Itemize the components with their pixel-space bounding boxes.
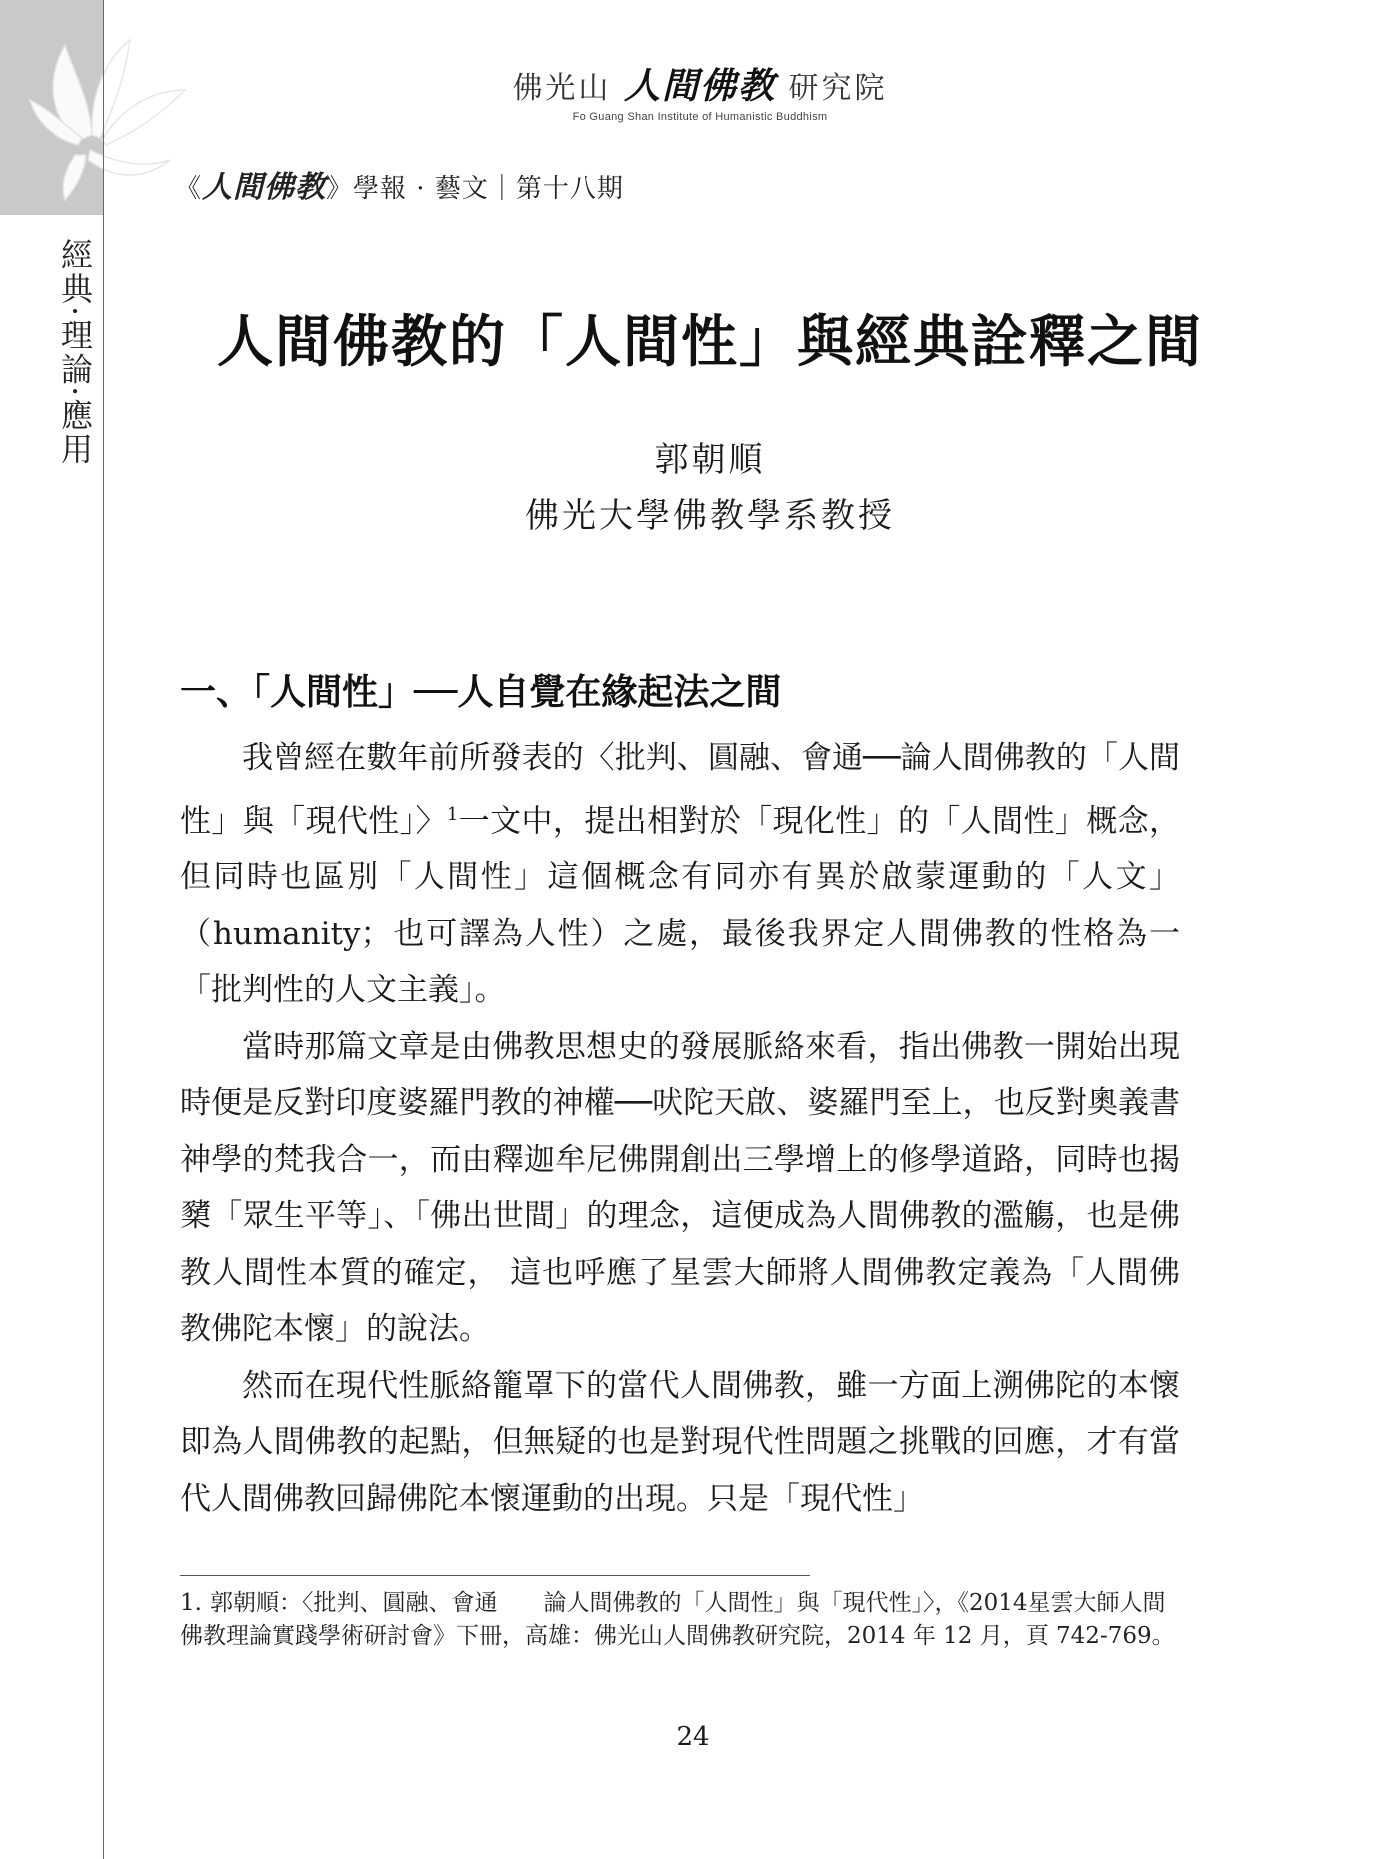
brand-calligraphy: 人間佛教 [623, 65, 776, 107]
footnote-ref[interactable]: 1 [446, 803, 459, 825]
paragraph: 當時那篇文章是由佛教思想史的發展脈絡來看，指出佛教一開始出現時便是反對印度婆羅門教的神權──吠陀天啟、婆羅門至上，也反對奧義書神學的梵我合一，而由釋迦牟尼佛開創出三學增上的修學道路，同時也揭櫫「眾生平等」、「佛出世間」的理念，這便成為人間佛教的濫觴，也是佛教人間性本質的確定， 這也呼應了星雲大師將人間佛教定義為「人間佛教佛陀本懷」的說法。 [180, 1028, 1180, 1348]
journal-running-head [175, 162, 624, 206]
article-title: 人間佛教的「人間性」與經典詮釋之間 [217, 309, 1203, 375]
footnote-text: 郭朝順：〈批判、圓融、會通 論人間佛教的「人間性」與「現代性」〉，《2014星雲大師人間佛教理論實踐學術研討會》下冊，高雄：佛光山人間佛教研究院，2014 年 12 月，頁 742-769。 [180, 1590, 1175, 1649]
footnote-divider [180, 1575, 810, 1576]
brand-prefix: 佛光山 [512, 71, 612, 106]
page-number: 24 [676, 1722, 710, 1752]
article-author: 郭朝順 [654, 440, 766, 480]
lotus-icon [20, 20, 203, 205]
journal-issue: 學報 · 藝文｜第十八期 [353, 174, 624, 204]
author-affiliation: 佛光大學佛教學系教授 [525, 496, 895, 536]
paragraph-text: 我曾經在數年前所發表的〈批判、圓融、會通──論人間佛教的「人間性」與「現代性」〉 [180, 740, 1180, 839]
footnote [180, 1587, 1180, 1653]
section-side-label: 經典·理論·應用 [56, 238, 94, 467]
paragraph [180, 730, 1180, 1019]
journal-calligraphy: 人間佛教 [202, 170, 327, 205]
margin-rule [103, 0, 104, 1859]
journal-close-bracket: 》 [326, 174, 354, 204]
journal-open-bracket: 《 [175, 174, 203, 204]
institute-english-name: Fo Guang Shan Institute of Humanistic Buddhism [572, 111, 828, 123]
brand-suffix: 研究院 [788, 71, 888, 106]
footnote-number: 1. [180, 1590, 202, 1616]
paragraph: 然而在現代性脈絡籠罩下的當代人間佛教，雖一方面上溯佛陀的本懷即為人間佛教的起點，但無疑的也是對現代性問題之挑戰的回應，才有當代人間佛教回歸佛陀本懷運動的出現。只是「現代性」 [180, 1367, 1180, 1517]
institute-header [490, 58, 910, 123]
article-body [180, 730, 1180, 1527]
paragraph-text: 一文中，提出相對於「現化性」的「人間性」概念，但同時也區別「人間性」這個概念有同亦有異於啟蒙運動的「人文」（humanity；也可譯為人性）之處，最後我界定人間佛教的性格為一「批判性的人文主義」。 [180, 802, 1180, 1009]
section-heading: 一、「人間性」──人自覺在緣起法之間 [180, 671, 782, 713]
institute-name [490, 58, 910, 109]
